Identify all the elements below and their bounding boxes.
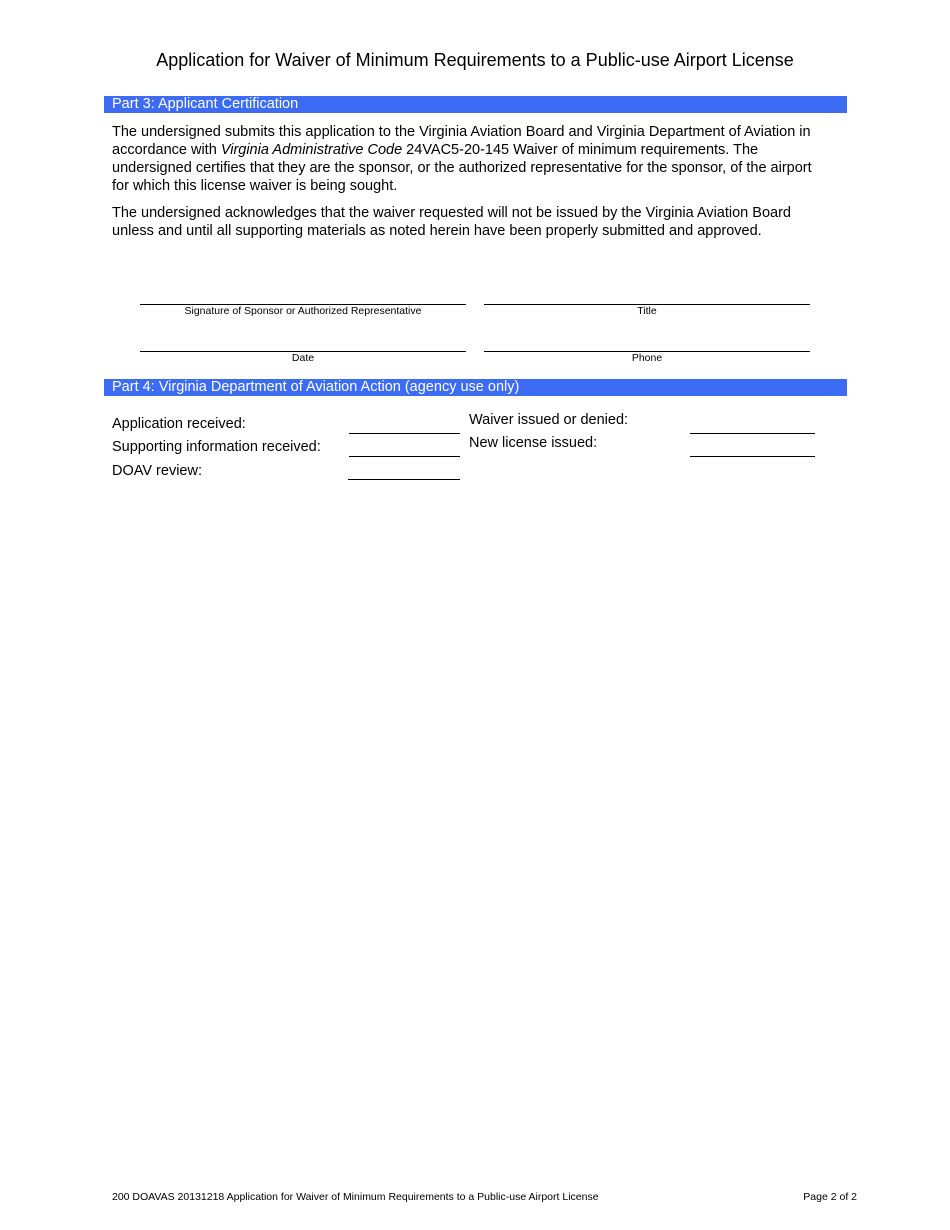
doav-review-label: DOAV review: [112, 463, 202, 479]
certification-text-start: The undersigned submits this application to the Virginia Aviation Board and Virginia Department of Aviation in accordance with [112, 124, 811, 158]
phone-label: Phone [631, 352, 663, 364]
certification-text-end: 24VAC5-20-145 Waiver of minimum requirements. The undersigned certifies that they are the sponsor, or the authorized representative for the sponsor, of the airport for which this license waiver is being sought. [112, 142, 812, 194]
waiver-issued-label: Waiver issued or denied: [469, 412, 629, 428]
certification-paragraph [112, 123, 832, 195]
application-received-label: Application received: [112, 416, 246, 432]
document-title: Application for Waiver of Minimum Requirements to a Public-use Airport License [156, 50, 794, 70]
waiver-issued-line[interactable] [690, 433, 815, 434]
certification-code-reference: Virginia Administrative Code [220, 142, 403, 158]
part4-heading: Part 4: Virginia Department of Aviation Action (agency use only) [104, 379, 847, 396]
acknowledgement-paragraph: The undersigned acknowledges that the waiver requested will not be issued by the Virginia Aviation Board unless and until all supporting materials as noted herein have been properly submitted and approved. [112, 205, 791, 239]
title-label: Title [637, 305, 657, 317]
signature-label: Signature of Sponsor or Authorized Representative [184, 305, 422, 317]
application-received-line[interactable] [349, 433, 460, 434]
doav-review-line[interactable] [348, 479, 460, 480]
footer-form-id: 200 DOAVAS 20131218 Application for Waiver of Minimum Requirements to a Public-use Airport License [112, 1191, 599, 1203]
page-number: Page 2 of 2 [803, 1191, 857, 1203]
part3-heading: Part 3: Applicant Certification [104, 96, 847, 113]
date-label: Date [291, 352, 315, 364]
new-license-issued-label: New license issued: [469, 435, 598, 451]
supporting-info-received-label: Supporting information received: [112, 439, 321, 455]
new-license-issued-line[interactable] [690, 456, 815, 457]
supporting-info-received-line[interactable] [349, 456, 460, 457]
